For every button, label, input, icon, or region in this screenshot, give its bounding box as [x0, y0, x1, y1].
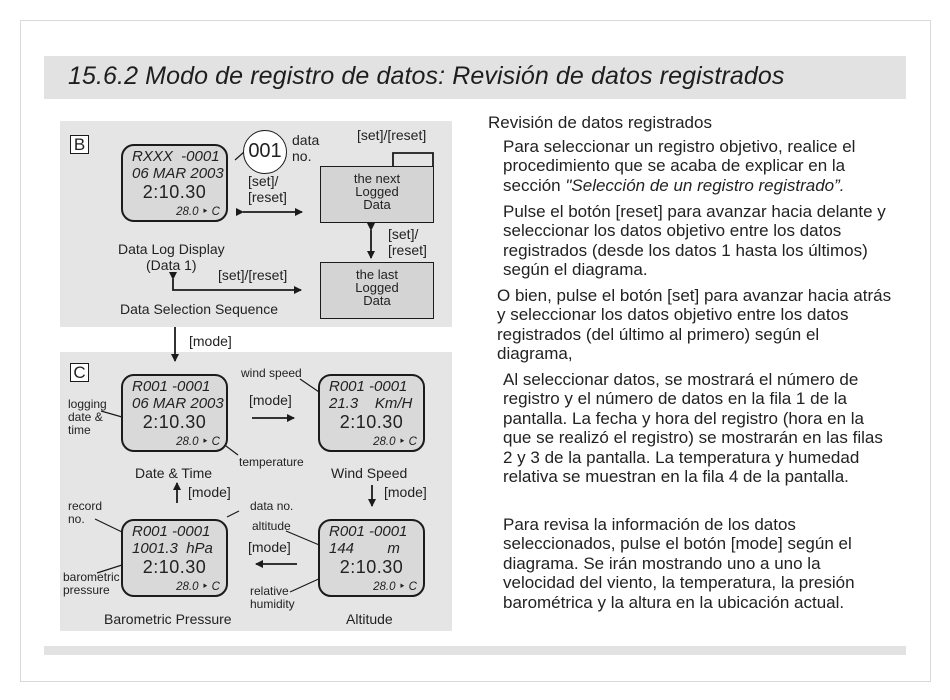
next-logged-data-box: the next Logged Data — [320, 166, 434, 223]
wind-speed-annotation: wind speed — [241, 366, 302, 380]
lcd-line-2: 1001.3 hPa — [132, 540, 213, 557]
data-no-label: data no. — [292, 132, 320, 164]
paragraph-2: Pulse el botón [reset] para avanzar hacia delante y seleccionar los datos objetivo entre los datos registrados (desde los datos 1 hasta los últimos) según el diagrama. — [503, 202, 886, 280]
lcd-line-1: R001 -0001 — [329, 378, 408, 395]
lcd-line-4: 28.0 ‣ C — [176, 436, 220, 448]
lcd-line-3: 2:10.30 — [142, 412, 207, 432]
paragraph-4: Al seleccionar datos, se mostrará el número de registro y el número de datos en la fila 1 de la pantalla. La fecha y hora del registro (hora en la que se realizó el registro) se mostrarán en las filas 2 y 3 de la pantalla. La temperatura y humedad relativa se muestran en la fila 4 de la pantalla. — [503, 370, 883, 487]
set-reset-right-label: [set]/ [reset] — [388, 226, 427, 258]
paragraph-5: Para revisa la información de los datos seleccionados, pulse el botón [mode] según el diagrama. Se irán mostrando uno a uno la velocidad del viento, la temperatura, la presión barométrica y la altura en la ubicación actual. — [503, 515, 855, 612]
lcd-date-time — [121, 374, 228, 452]
lcd-line-4: 28.0 ‣ C — [176, 581, 220, 593]
lcd-line-1: R001 -0001 — [132, 523, 211, 540]
set-reset-top-label: [set]/[reset] — [357, 127, 427, 143]
lcd-data-log-display — [121, 144, 228, 222]
logging-date-time-label: logging date & time — [68, 397, 107, 437]
set-reset-mid-label: [set]/ [reset] — [248, 173, 287, 205]
barometric-pressure-label: Barometric Pressure — [104, 611, 232, 627]
lcd-wind-speed — [318, 374, 425, 452]
data-selection-sequence-label: Data Selection Sequence — [120, 301, 278, 317]
paragraph-3: O bien, pulse el botón [set] para avanzar hacia atrás y seleccionar los datos objetivo entre los datos registrados (del último al primero) según el diagrama, — [497, 286, 892, 364]
panel-c-label: C — [70, 363, 89, 382]
wind-speed-label: Wind Speed — [331, 465, 408, 481]
set-reset-bottom-label: [set]/[reset] — [218, 267, 288, 283]
data-no-circle: 001 — [243, 130, 287, 174]
lcd-line-4: 28.0 ‣ C — [373, 581, 417, 593]
temperature-annotation: temperature — [239, 455, 304, 469]
data-log-display-label: Data Log Display (Data 1) — [118, 241, 225, 273]
lcd-altitude — [318, 519, 425, 597]
lcd-line-2: 144 m — [329, 540, 400, 557]
lcd-line-3: 2:10.30 — [142, 557, 207, 577]
date-time-label: Date & Time — [135, 465, 213, 481]
lcd-line-4: 28.0 ‣ C — [176, 206, 220, 218]
lcd-line-1: RXXX -0001 — [132, 148, 220, 165]
relative-humidity-annotation: relative humidity — [250, 584, 295, 611]
lcd-line-2: 06 MAR 2003 — [132, 395, 224, 412]
mode-right-label: [mode] — [384, 484, 427, 500]
lcd-line-3: 2:10.30 — [339, 412, 404, 432]
mode-bottom-label: [mode] — [248, 539, 291, 555]
mode-left-label: [mode] — [188, 484, 231, 500]
panel-b-label: B — [70, 135, 89, 154]
altitude-annotation: altitude — [252, 519, 291, 533]
mode-between-label: [mode] — [189, 333, 232, 349]
barometric-pressure-annotation: barometric pressure — [63, 570, 120, 597]
lcd-line-1: R001 -0001 — [132, 378, 211, 395]
data-no-annotation: data no. — [250, 499, 294, 513]
record-no-label: record no. — [68, 499, 103, 526]
lcd-line-1: R001 -0001 — [329, 523, 408, 540]
lcd-line-4: 28.0 ‣ C — [373, 436, 417, 448]
page-title: 15.6.2 Modo de registro de datos: Revisión de datos registrados — [68, 62, 785, 90]
paragraph-1: Para seleccionar un registro objetivo, realice el procedimiento que se acaba de explicar en la sección "Selección de un registro registrado”. — [503, 137, 856, 195]
section-heading: Revisión de datos registrados — [488, 113, 712, 132]
lcd-line-3: 2:10.30 — [142, 182, 207, 202]
lcd-line-2: 06 MAR 2003 — [132, 165, 224, 182]
altitude-label: Altitude — [346, 611, 393, 627]
mode-top-label: [mode] — [249, 392, 292, 408]
lcd-line-3: 2:10.30 — [339, 557, 404, 577]
bottom-bar — [44, 646, 906, 655]
lcd-barometric-pressure — [121, 519, 228, 597]
last-logged-data-box: the last Logged Data — [320, 262, 434, 319]
lcd-line-2: 21.3 Km/H — [329, 395, 413, 412]
